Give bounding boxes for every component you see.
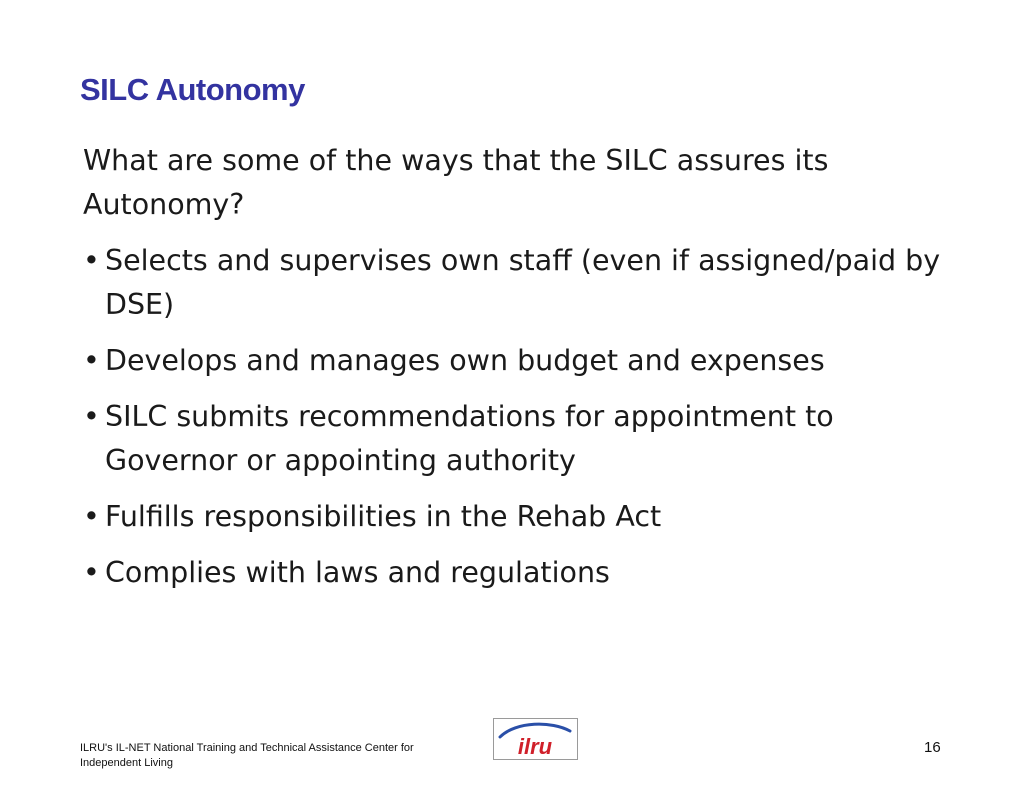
footer-organization: ILRU's IL-NET National Training and Technical Assistance Center for Independent Living [80, 742, 414, 769]
bullet-item [83, 239, 943, 327]
logo-wordmark: ilru [517, 734, 553, 759]
bullet-text: Develops and manages own budget and expenses [105, 344, 825, 377]
bullet-dot-icon: • [83, 556, 100, 589]
question-text: What are some of the ways that the SILC assures its Autonomy? [83, 144, 829, 221]
slide-body [83, 139, 943, 607]
bullet-dot-icon: • [83, 500, 100, 533]
bullet-dot-icon: • [83, 344, 100, 377]
ilru-logo-icon [494, 719, 577, 759]
bullet-text: Fulfills responsibilities in the Rehab Act [105, 500, 662, 533]
bullet-list [83, 239, 943, 595]
slide-title: SILC Autonomy [80, 72, 305, 107]
bullet-text: Complies with laws and regulations [105, 556, 610, 589]
bullet-item [83, 495, 943, 539]
bullet-item [83, 551, 943, 595]
ilru-logo [493, 718, 578, 760]
bullet-item [83, 339, 943, 383]
bullet-dot-icon: • [83, 244, 100, 277]
page-number: 16 [924, 739, 941, 756]
bullet-item [83, 395, 943, 483]
bullet-dot-icon: • [83, 400, 100, 433]
bullet-text: SILC submits recommendations for appointment to Governor or appointing authority [105, 400, 834, 477]
bullet-text: Selects and supervises own staff (even if assigned/paid by DSE) [105, 244, 941, 321]
